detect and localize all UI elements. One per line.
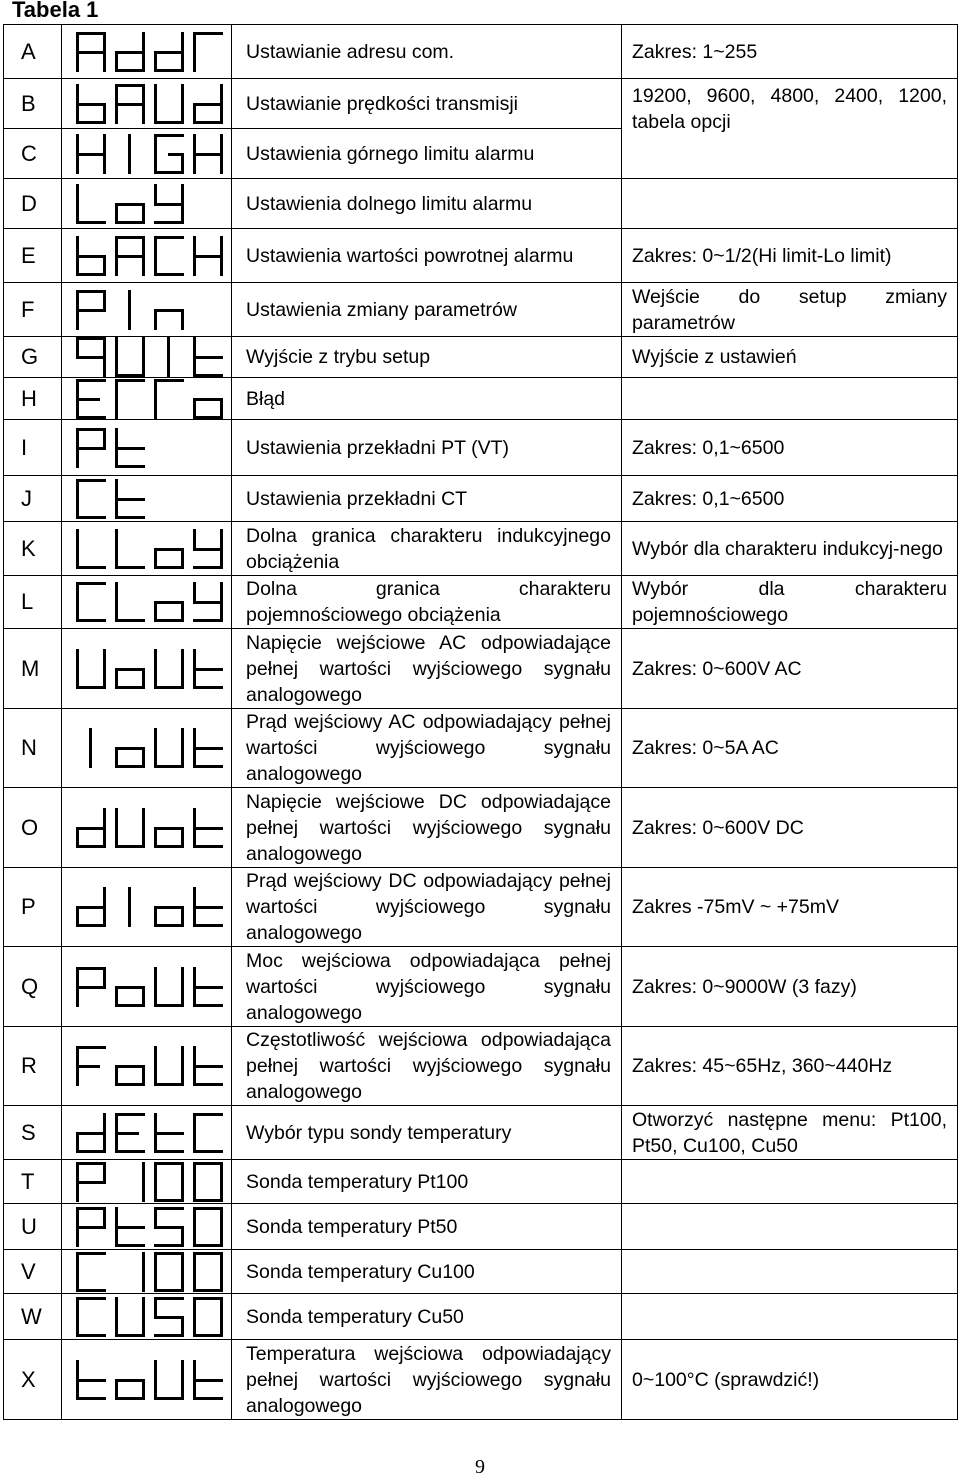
lcd-glyph xyxy=(115,747,145,768)
row-letter: B xyxy=(4,79,62,129)
table-row xyxy=(4,522,958,576)
lcd-display-code-icon xyxy=(76,337,223,377)
parameter-description: Ustawienia dolnego limitu alarmu xyxy=(232,179,622,229)
display-code-cell xyxy=(62,1340,232,1420)
lcd-display-code-icon xyxy=(76,428,145,468)
lcd-glyph xyxy=(76,428,106,468)
lcd-glyph xyxy=(154,1207,184,1247)
lcd-glyph xyxy=(154,1360,184,1400)
row-letter: A xyxy=(4,25,62,79)
parameter-description: Napięcie wejściowe DC odpowiadające pełnej wartości wyjściowego sygnału analogowego xyxy=(232,788,622,868)
display-code-cell xyxy=(62,283,232,337)
lcd-glyph xyxy=(76,1252,106,1292)
row-letter: P xyxy=(4,868,62,947)
lcd-glyph xyxy=(76,1046,106,1086)
lcd-glyph xyxy=(115,808,145,848)
lcd-glyph xyxy=(193,967,223,1007)
lcd-glyph xyxy=(193,236,223,276)
row-letter: L xyxy=(4,576,62,629)
row-letter: K xyxy=(4,522,62,576)
lcd-glyph xyxy=(76,529,106,569)
lcd-glyph xyxy=(193,398,223,419)
display-code-cell xyxy=(62,1160,232,1204)
lcd-glyph xyxy=(154,827,184,848)
lcd-glyph xyxy=(154,184,184,224)
lcd-display-code-icon xyxy=(76,728,223,768)
parameter-description: Sonda temperatury Cu50 xyxy=(232,1294,622,1340)
lcd-glyph xyxy=(154,601,184,622)
lcd-display-code-icon xyxy=(76,649,223,689)
lcd-glyph xyxy=(76,236,106,276)
table-row xyxy=(4,947,958,1027)
display-code-cell xyxy=(62,1027,232,1106)
lcd-glyph xyxy=(193,1252,223,1292)
lcd-glyph xyxy=(128,887,131,927)
display-code-cell xyxy=(62,378,232,420)
table-row xyxy=(4,709,958,788)
parameter-range: Zakres -75mV ~ +75mV xyxy=(622,868,958,947)
table-row xyxy=(4,1106,958,1160)
parameter-description: Prąd wejściowy DC odpowiadający pełnej wartości wyjściowego sygnału analogowego xyxy=(232,868,622,947)
table-row xyxy=(4,1250,958,1294)
lcd-glyph xyxy=(193,337,223,377)
lcd-glyph xyxy=(154,134,184,174)
lcd-display-code-icon xyxy=(76,887,223,927)
lcd-glyph xyxy=(76,1207,106,1247)
lcd-glyph xyxy=(76,134,106,174)
display-code-cell xyxy=(62,179,232,229)
row-letter: I xyxy=(4,420,62,476)
row-letter: D xyxy=(4,179,62,229)
row-letter: V xyxy=(4,1250,62,1294)
table-row xyxy=(4,283,958,337)
lcd-display-code-icon xyxy=(76,32,223,72)
lcd-glyph xyxy=(154,548,184,569)
lcd-glyph xyxy=(154,649,184,689)
row-letter: J xyxy=(4,476,62,522)
lcd-glyph xyxy=(115,668,145,689)
parameter-description: Błąd xyxy=(232,378,622,420)
lcd-glyph xyxy=(76,1360,106,1400)
lcd-glyph xyxy=(115,529,145,569)
row-letter: H xyxy=(4,378,62,420)
lcd-display-code-icon xyxy=(76,236,223,276)
lcd-glyph xyxy=(115,986,145,1007)
parameter-description: Napięcie wejściowe AC odpowiadające pełnej wartości wyjściowego sygnału analogowego xyxy=(232,629,622,709)
row-letter: X xyxy=(4,1340,62,1420)
parameter-range: Zakres: 0~600V DC xyxy=(622,788,958,868)
parameter-range xyxy=(622,1294,958,1340)
table-row xyxy=(4,1340,958,1420)
parameter-range xyxy=(622,179,958,229)
lcd-glyph xyxy=(193,728,223,768)
display-code-cell xyxy=(62,522,232,576)
display-code-cell xyxy=(62,1204,232,1250)
parameter-range: Zakres: 0~1/2(Hi limit-Lo limit) xyxy=(622,229,958,283)
lcd-display-code-icon xyxy=(76,1297,223,1337)
row-letter: C xyxy=(4,129,62,179)
lcd-glyph xyxy=(193,887,223,927)
table-row xyxy=(4,576,958,629)
lcd-glyph xyxy=(76,379,106,419)
lcd-glyph xyxy=(115,428,145,468)
parameter-range: Zakres: 0,1~6500 xyxy=(622,476,958,522)
page-number: 9 xyxy=(475,1456,485,1478)
parameter-range: Zakres: 0~5A AC xyxy=(622,709,958,788)
lcd-glyph xyxy=(142,1162,145,1202)
lcd-glyph xyxy=(167,337,170,377)
parameter-description: Dolna granica charakteru pojemnościowego obciążenia xyxy=(232,576,622,629)
lcd-display-code-icon xyxy=(76,1207,223,1247)
table-row xyxy=(4,378,958,420)
lcd-glyph xyxy=(115,1379,145,1400)
lcd-glyph xyxy=(76,84,106,124)
display-code-cell xyxy=(62,129,232,179)
parameter-description: Ustawienia górnego limitu alarmu xyxy=(232,129,622,179)
lcd-display-code-icon xyxy=(76,379,223,419)
lcd-glyph xyxy=(154,1162,184,1202)
lcd-glyph xyxy=(154,1297,184,1337)
row-letter: Q xyxy=(4,947,62,1027)
row-letter: M xyxy=(4,629,62,709)
lcd-glyph xyxy=(115,337,145,377)
lcd-glyph xyxy=(76,582,106,622)
parameter-description: Sonda temperatury Pt50 xyxy=(232,1204,622,1250)
parameter-range: Zakres: 0~9000W (3 fazy) xyxy=(622,947,958,1027)
table-row xyxy=(4,629,958,709)
lcd-glyph xyxy=(115,582,145,622)
parameter-description: Częstotliwość wejściowa odpowiadająca pełnej wartości wyjściowego sygnału analogowego xyxy=(232,1027,622,1106)
lcd-glyph xyxy=(76,290,106,330)
parameter-range: 0~100°C (sprawdzić!) xyxy=(622,1340,958,1420)
parameter-range: Zakres: 0~600V AC xyxy=(622,629,958,709)
display-code-cell xyxy=(62,337,232,378)
lcd-display-code-icon xyxy=(76,1252,223,1292)
lcd-glyph xyxy=(115,32,145,72)
parameter-description: Ustawienia przekładni CT xyxy=(232,476,622,522)
lcd-glyph xyxy=(154,1113,184,1153)
lcd-display-code-icon xyxy=(76,529,223,569)
table-row xyxy=(4,1294,958,1340)
lcd-display-code-icon xyxy=(76,582,223,622)
lcd-glyph xyxy=(76,1162,106,1202)
lcd-display-code-icon xyxy=(76,134,223,174)
lcd-glyph xyxy=(193,84,223,124)
lcd-glyph xyxy=(89,728,92,768)
parameter-description: Temperatura wejściowa odpowiadający pełnej wartości wyjściowego sygnału analogowego xyxy=(232,1340,622,1420)
lcd-glyph xyxy=(76,1297,106,1337)
lcd-glyph xyxy=(154,84,184,124)
parameter-range xyxy=(622,1250,958,1294)
lcd-display-code-icon xyxy=(76,184,184,224)
lcd-display-code-icon xyxy=(76,1113,223,1153)
lcd-glyph xyxy=(76,479,106,519)
display-code-cell xyxy=(62,709,232,788)
lcd-glyph xyxy=(154,906,184,927)
lcd-glyph xyxy=(76,887,106,927)
display-code-cell xyxy=(62,947,232,1027)
parameter-range xyxy=(622,1204,958,1250)
row-letter: R xyxy=(4,1027,62,1106)
lcd-glyph xyxy=(115,479,145,519)
table-row xyxy=(4,229,958,283)
parameter-range: Wyjście z ustawień xyxy=(622,337,958,378)
table-row xyxy=(4,1027,958,1106)
parameter-range: Zakres: 45~65Hz, 360~440Hz xyxy=(622,1027,958,1106)
display-code-cell xyxy=(62,576,232,629)
display-code-cell xyxy=(62,629,232,709)
lcd-display-code-icon xyxy=(76,1162,223,1202)
parameter-range: Otworzyć następne menu: Pt100, Pt50, Cu100, Cu50 xyxy=(622,1106,958,1160)
lcd-glyph xyxy=(115,379,145,419)
row-letter: U xyxy=(4,1204,62,1250)
lcd-glyph xyxy=(154,728,184,768)
table-row xyxy=(4,25,958,79)
lcd-glyph xyxy=(193,1207,223,1247)
display-code-cell xyxy=(62,788,232,868)
parameter-description: Sonda temperatury Cu100 xyxy=(232,1250,622,1294)
lcd-glyph xyxy=(193,649,223,689)
lcd-display-code-icon xyxy=(76,479,145,519)
display-code-cell xyxy=(62,868,232,947)
lcd-display-code-icon xyxy=(76,84,223,124)
table-row xyxy=(4,337,958,378)
lcd-glyph xyxy=(115,1113,145,1153)
row-letter: T xyxy=(4,1160,62,1204)
row-letter: O xyxy=(4,788,62,868)
lcd-glyph xyxy=(142,1252,145,1292)
lcd-glyph xyxy=(193,32,223,72)
lcd-glyph xyxy=(115,236,145,276)
table-row xyxy=(4,1160,958,1204)
parameter-description: Moc wejściowa odpowiadająca pełnej wartości wyjściowego sygnału analogowego xyxy=(232,947,622,1027)
lcd-glyph xyxy=(76,967,106,1007)
lcd-glyph xyxy=(193,1162,223,1202)
parameter-range: 19200, 9600, 4800, 2400, 1200, tabela opcji xyxy=(622,79,958,179)
lcd-display-code-icon xyxy=(76,967,223,1007)
lcd-glyph xyxy=(154,379,184,419)
lcd-glyph xyxy=(76,184,106,224)
lcd-display-code-icon xyxy=(76,808,223,848)
parameter-range: Wejście do setup zmiany parametrów xyxy=(622,283,958,337)
lcd-glyph xyxy=(76,808,106,848)
lcd-glyph xyxy=(115,1297,145,1337)
parameter-description: Ustawienia wartości powrotnej alarmu xyxy=(232,229,622,283)
parameter-range: Zakres: 1~255 xyxy=(622,25,958,79)
lcd-glyph xyxy=(128,290,131,330)
table-row xyxy=(4,420,958,476)
parameter-range xyxy=(622,1160,958,1204)
parameter-table xyxy=(3,24,958,1420)
lcd-glyph xyxy=(76,337,106,377)
table-row xyxy=(4,476,958,522)
display-code-cell xyxy=(62,420,232,476)
lcd-glyph xyxy=(115,84,145,124)
table-row xyxy=(4,1204,958,1250)
row-letter: W xyxy=(4,1294,62,1340)
parameter-description: Dolna granica charakteru indukcyjnego obciążenia xyxy=(232,522,622,576)
parameter-description: Ustawianie adresu com. xyxy=(232,25,622,79)
parameter-description: Prąd wejściowy AC odpowiadający pełnej wartości wyjściowego sygnału analogowego xyxy=(232,709,622,788)
lcd-display-code-icon xyxy=(76,1360,223,1400)
lcd-glyph xyxy=(128,134,131,174)
lcd-glyph xyxy=(193,808,223,848)
display-code-cell xyxy=(62,1250,232,1294)
parameter-description: Wybór typu sondy temperatury xyxy=(232,1106,622,1160)
lcd-glyph xyxy=(154,309,184,330)
parameter-description: Ustawienia przekładni PT (VT) xyxy=(232,420,622,476)
row-letter: E xyxy=(4,229,62,283)
parameter-description: Ustawienia zmiany parametrów xyxy=(232,283,622,337)
lcd-glyph xyxy=(115,203,145,224)
parameter-range xyxy=(622,378,958,420)
display-code-cell xyxy=(62,79,232,129)
parameter-description: Sonda temperatury Pt100 xyxy=(232,1160,622,1204)
display-code-cell xyxy=(62,229,232,283)
table-row xyxy=(4,788,958,868)
lcd-glyph xyxy=(193,529,223,569)
lcd-glyph xyxy=(76,649,106,689)
lcd-glyph xyxy=(115,1065,145,1086)
row-letter: F xyxy=(4,283,62,337)
lcd-glyph xyxy=(193,1360,223,1400)
lcd-glyph xyxy=(193,1297,223,1337)
lcd-glyph xyxy=(193,134,223,174)
lcd-glyph xyxy=(154,1252,184,1292)
row-letter: G xyxy=(4,337,62,378)
lcd-glyph xyxy=(154,1046,184,1086)
lcd-glyph xyxy=(154,32,184,72)
row-letter: N xyxy=(4,709,62,788)
display-code-cell xyxy=(62,25,232,79)
parameter-range: Wybór dla charakteru indukcyj-nego xyxy=(622,522,958,576)
table-row xyxy=(4,179,958,229)
parameter-range: Wybór dla charakteru pojemnościowego xyxy=(622,576,958,629)
lcd-glyph xyxy=(76,1113,106,1153)
lcd-glyph xyxy=(193,1046,223,1086)
parameter-description: Wyjście z trybu setup xyxy=(232,337,622,378)
lcd-glyph xyxy=(76,32,106,72)
table-row xyxy=(4,868,958,947)
table-row xyxy=(4,79,958,129)
table-title: Tabela 1 xyxy=(12,0,99,22)
display-code-cell xyxy=(62,476,232,522)
display-code-cell xyxy=(62,1294,232,1340)
lcd-display-code-icon xyxy=(76,290,184,330)
lcd-glyph xyxy=(154,967,184,1007)
lcd-glyph xyxy=(193,1113,223,1153)
lcd-glyph xyxy=(154,236,184,276)
lcd-glyph xyxy=(115,1207,145,1247)
lcd-display-code-icon xyxy=(76,1046,223,1086)
lcd-glyph xyxy=(193,582,223,622)
row-letter: S xyxy=(4,1106,62,1160)
display-code-cell xyxy=(62,1106,232,1160)
parameter-description: Ustawianie prędkości transmisji xyxy=(232,79,622,129)
parameter-range: Zakres: 0,1~6500 xyxy=(622,420,958,476)
